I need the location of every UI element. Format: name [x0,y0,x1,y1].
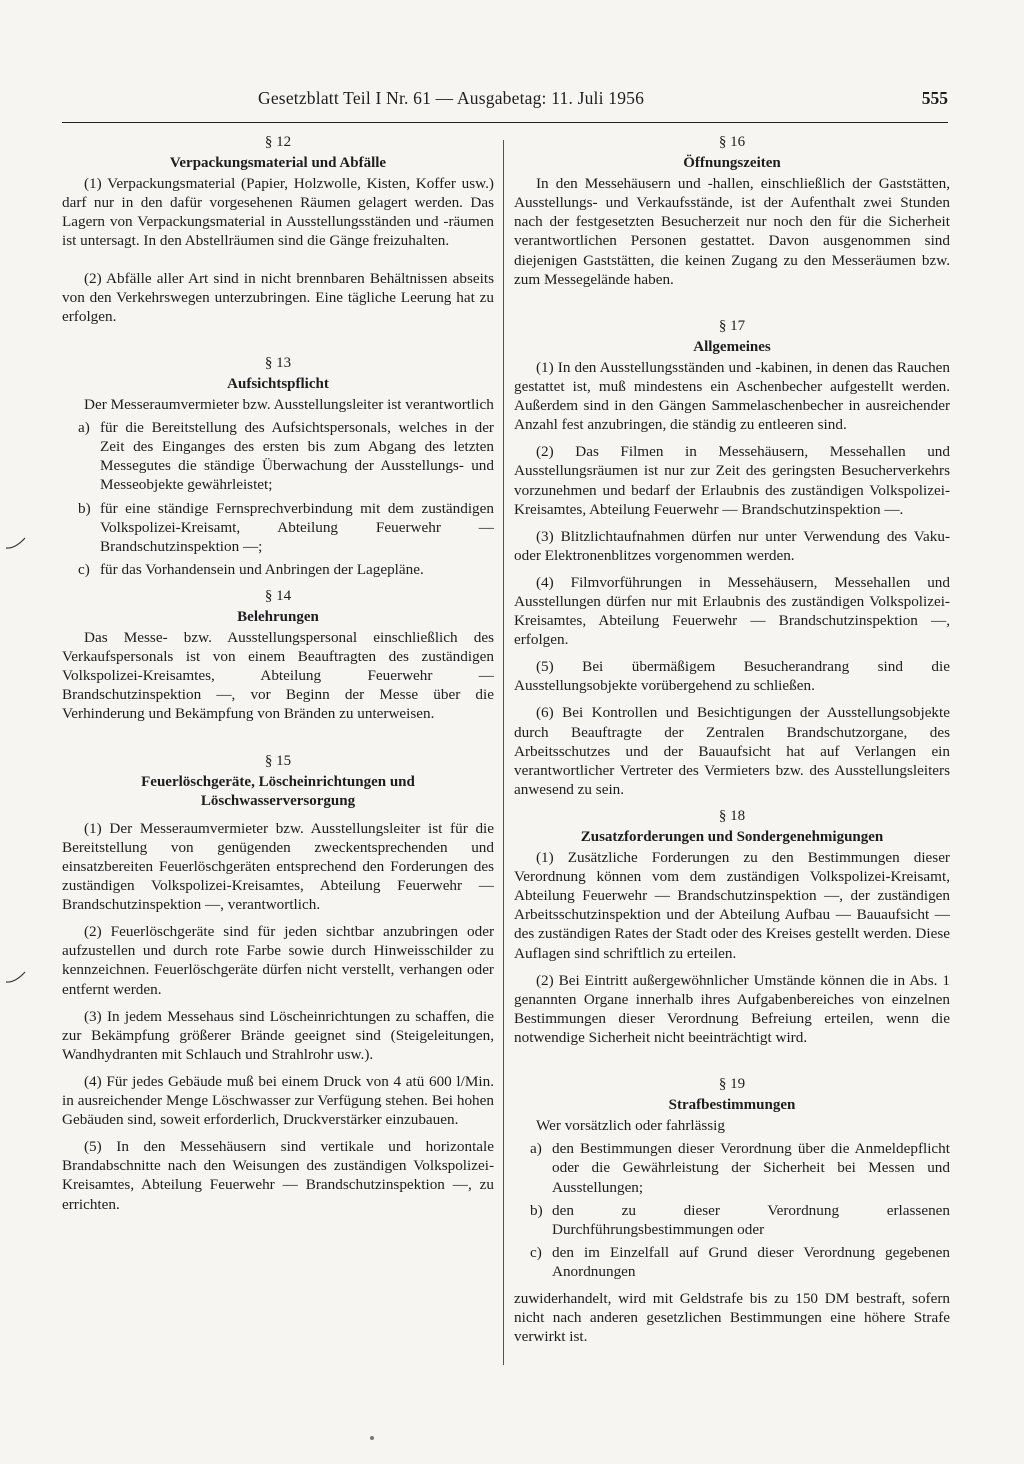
gazette-title: Gesetzblatt Teil I Nr. 61 — Ausgabetag: 11. Juli 1956 [258,88,645,108]
column-divider [503,140,504,1365]
list-item [514,1243,950,1281]
section-number: § 18 [718,807,746,824]
paragraph: (5) Bei übermäßigem Besucherandrang sind die Ausstellungsobjekte vorübergehend zu schließen. [514,658,950,695]
section-heading: Belehrungen [237,608,319,625]
paragraph: Das Messe- bzw. Ausstellungspersonal einschließlich des Verkaufspersonals ist von einem Beauftragten des zuständigen Volkspolizei-Kreisamtes, Abteilung Feuerwehr — Brandschutzinspektion —, vor Beginn der Messe über die Verhinderung und Bekämpfung von Bränden zu unterweisen. [62,629,494,723]
print-speck [370,1436,374,1440]
right-column [514,133,950,1346]
paragraph: Wer vorsätzlich oder fahrlässig [536,1117,725,1135]
section-heading: Feuerlöschgeräte, Löscheinrichtungen und Löschwasserversorgung [141,773,415,809]
paragraph: (2) Das Filmen in Messehäusern, Messehallen und Ausstellungsräumen ist nur zur Zeit des geringsten Besucherverkehrs vorzunehmen und bedarf der Erlaubnis des zuständigen Volkspolizei-Kreisamtes, Abteilung Feuerwehr — Brandschutzinspektion —. [514,443,950,518]
paragraph: (2) Bei Eintritt außergewöhnlicher Umstände können die in Abs. 1 genannten Organe innerhalb ihres Aufgabenbereiches von einzelnen Bestimmungen dieser Verordnung Befreiung erteilen, wenn die notwendige Sicherheit nicht beeinträchtigt wird. [514,971,950,1046]
paragraph: (1) In den Ausstellungsständen und -kabinen, in denen das Rauchen gestattet ist, muß mindestens ein Aschenbecher aufgestellt werden. Außerdem sind in den Gängen Sammelaschenbecher in ausreichender Anzahl fest anzubringen, die ständig zu entleeren sind. [514,358,950,434]
section-heading: Verpackungsmaterial und Abfälle [169,155,387,172]
section-heading: Allgemeines [693,338,771,355]
list-item [62,418,494,494]
paragraph: (2) Feuerlöschgeräte sind für jeden sichtbar anzubringen oder aufzustellen und durch rote Farbe sowie durch Hinweisschilder zu kennzeichnen. Feuerlöschgeräte dürfen nicht verstellt, verhangen oder entfernt werden. [62,923,494,998]
section-heading: Öffnungszeiten [683,155,781,172]
list-label: b) [530,1201,543,1219]
paragraph: (1) Der Messeraumvermieter bzw. Ausstellungsleiter ist für die Bereitstellung von genügenden zweckentsprechenden und einsatzbereiten Feuerlöschgeräten entsprechend den Forderungen des zuständigen Volkspolizei-Kreisamtes, Abteilung Feuerwehr — Brandschutzinspektion —, verantwortlich. [62,819,494,914]
left-column [62,133,494,1214]
paragraph: (1) Verpackungsmaterial (Papier, Holzwolle, Kisten, Koffer usw.) darf nur in den dafür vorgesehenen Räumen gelagert werden. Das Lagern von Verpackungsmaterial in Ausstellungsständen und -räumen ist untersagt. In den Abstellräumen sind die Gänge freizuhalten. [62,175,494,250]
paragraph: (3) In jedem Messehaus sind Löscheinrichtungen zu schaffen, die zur Bekämpfung größerer Brände geeignet sind (Steigeleitungen, Wandhydranten mit Schlauch und Strahlrohr usw.). [62,1007,494,1063]
paragraph: Der Messeraumvermieter bzw. Ausstellungsleiter ist verantwortlich [84,396,494,414]
paragraph: (5) In den Messehäusern sind vertikale und horizontale Brandabschnitte nach den Weisungen des zuständigen Volkspolizei-Kreisamtes, Abteilung Feuerwehr — Brandschutzinspektion —, zu errichten. [62,1138,494,1213]
section-heading: Strafbestimmungen [668,1097,796,1114]
list-text: den zu dieser Verordnung erlassenen Durchführungsbestimmungen oder [552,1201,950,1238]
paragraph: (6) Bei Kontrollen und Besichtigungen der Ausstellungsobjekte durch Beauftragte der Zentralen Brandschutzorgane, des Arbeitsschutzes und der Bauaufsicht hat auf Verlangen ein verantwortlicher Vertreter des Vermieters bzw. des Ausstellungsleiters anwesend zu sein. [514,704,950,798]
page-number: 555 [921,88,948,108]
paragraph: (4) Filmvorführungen in Messehäusern, Messehallen und Ausstellungen dürfen nur mit Erlaubnis des zuständigen Volkspolizei-Kreisamtes, Abteilung Feuerwehr — Brandschutzinspektion —, erfolgen. [514,573,950,649]
section-number: § 14 [264,587,292,604]
list-label: b) [78,499,91,517]
section-number: § 13 [264,354,292,371]
list-label: a) [78,419,90,437]
list-label: a) [530,1140,542,1158]
list-text: den im Einzelfall auf Grund dieser Verordnung gegebenen Anordnungen [552,1243,950,1280]
list-item [62,560,494,579]
paragraph: (1) Zusätzliche Forderungen zu den Bestimmungen dieser Verordnung können vom dem zuständigen Volkspolizei-Kreisamt, Abteilung Feuerwehr — Brandschutzinspektion —, der zuständigen Arbeitsschutzinspektion und der Abteilung Aufbau — Bauaufsicht — des zuständigen Rates der Stadt oder des Kreises gestellt werden. Diese Auflagen sind schriftlich zu erteilen. [514,849,950,962]
list-label: c) [78,560,90,578]
list-text: für das Vorhandensein und Anbringen der Lagepläne. [100,560,424,578]
paragraph: zuwiderhandelt, wird mit Geldstrafe bis zu 150 DM bestraft, sofern nicht nach anderen gesetzlichen Bestimmungen eine höhere Strafe verwirkt ist. [514,1289,950,1346]
paragraph: (2) Abfälle aller Art sind in nicht brennbaren Behältnissen abseits von den Verkehrswegen unterzubringen. Eine tägliche Leerung hat zu erfolgen. [62,269,494,325]
page-header [62,82,948,123]
section-heading: Zusatzforderungen und Sondergenehmigungen [580,829,884,845]
section-number: § 16 [718,134,746,150]
list-item [514,1201,950,1239]
section-number: § 19 [718,1076,746,1093]
section-heading: Aufsichtspflicht [227,375,329,392]
list-text: den Bestimmungen dieser Verordnung über die Anmeldepflicht oder die Gewährleistung der Sicherheit bei Messen und Ausstellungen; [552,1140,950,1196]
list-item [62,499,494,556]
list-item [514,1139,950,1196]
paragraph: (4) Für jedes Gebäude muß bei einem Druck von 4 atü 600 l/Min. in ausreichender Menge Löschwasser zur Verfügung stehen. Bei hohen Gebäuden sind, soweit erforderlich, Druckverstärker einzubauen. [62,1072,494,1129]
paragraph: In den Messehäusern und -hallen, einschließlich der Gaststätten, Ausstellungs- und Verkaufsstände, ist der Aufenthalt zwei Stunden nach der festgesetzten Besucherzeit nur noch den für die Sicherheit verantwortlichen Personen gestattet. Davon ausgenommen sind diejenigen Gaststätten, die keinen Zugang zu den Messeräumen bzw. zum Messegelände haben. [514,175,950,288]
paragraph: (3) Blitzlichtaufnahmen dürfen nur unter Verwendung des Vaku- oder Elektronenblitzes vorgenommen werden. [514,527,950,564]
margin-checkmark-icon [5,970,27,984]
list-text: für eine ständige Fernsprechverbindung mit dem zuständigen Volkspolizei-Kreisamt, Abteilung Feuerwehr — Brandschutzinspektion —; [100,499,494,555]
section-number: § 17 [718,317,746,334]
list-label: c) [530,1243,542,1261]
list-text: für die Bereitstellung des Aufsichtspersonals, welches in der Zeit des Einganges des ersten bis zum Abgang des letzten Messegutes die ständige Überwachung der Ausstellungs- und Messeobjekte gewährleistet; [100,419,494,494]
section-number: § 15 [264,752,292,769]
margin-checkmark-icon [5,536,27,550]
section-number: § 12 [264,134,292,150]
